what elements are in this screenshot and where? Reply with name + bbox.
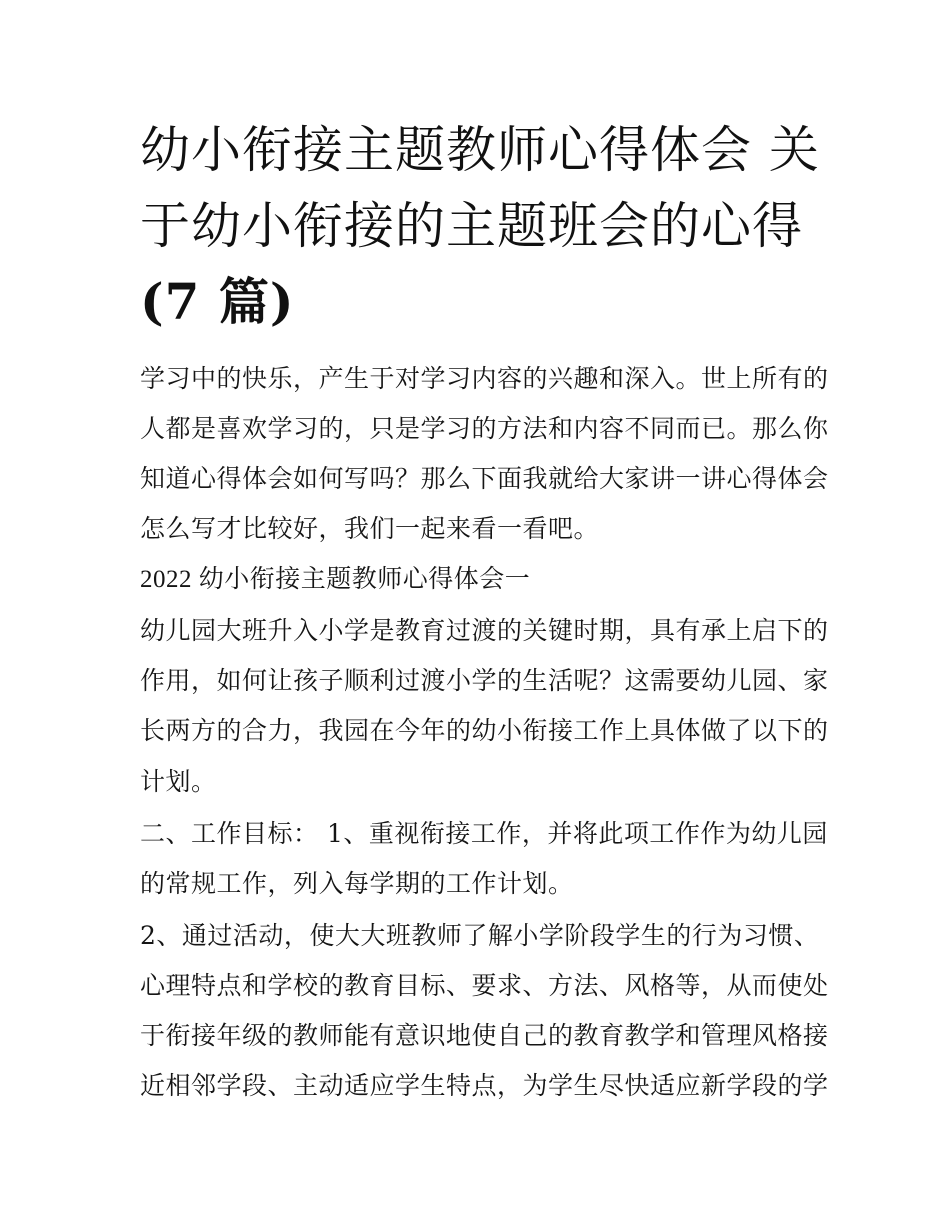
body-line: 幼儿园大班升入小学是教育过渡的关键时期，具有承上启下的 xyxy=(140,616,829,645)
intro-line: 人都是喜欢学习的，只是学习的方法和内容不同而已。那么你 xyxy=(140,414,829,443)
body-line: 二、工作目标： 1、重视衔接工作，并将此项工作作为幼儿园 xyxy=(140,819,828,848)
intro-line: 学习中的快乐，产生于对学习内容的兴趣和深入。世上所有的 xyxy=(140,364,829,393)
intro-line: 知道心得体会如何写吗？那么下面我就给大家讲一讲心得体会 xyxy=(140,464,829,493)
body-line: 长两方的合力，我园在今年的幼小衔接工作上具体做了以下的 xyxy=(140,716,829,745)
title-line: (7 篇) xyxy=(140,272,295,331)
section-heading: 2022 幼小衔接主题教师心得体会一 xyxy=(140,566,531,593)
document-title xyxy=(140,112,830,340)
intro-line: 怎么写才比较好，我们一起来看一看吧。 xyxy=(140,514,600,543)
title-line: 于幼小衔接的主题班会的心得 xyxy=(140,197,803,255)
body-line: 作用，如何让孩子顺利过渡小学的生活呢？这需要幼儿园、家 xyxy=(140,666,829,695)
body-line: 2、通过活动，使大大班教师了解小学阶段学生的行为习惯、 xyxy=(140,921,820,950)
body-line: 近相邻学段、主动适应学生特点，为学生尽快适应新学段的学 xyxy=(140,1071,829,1100)
body-line: 心理特点和学校的教育目标、要求、方法、风格等，从而使处 xyxy=(140,971,829,1000)
title-line: 幼小衔接主题教师心得体会 关 xyxy=(140,121,820,179)
body-line: 计划。 xyxy=(140,767,217,796)
body-line: 于衔接年级的教师能有意识地使自己的教育教学和管理风格接 xyxy=(140,1021,829,1050)
body-line: 的常规工作，列入每学期的工作计划。 xyxy=(140,869,574,898)
